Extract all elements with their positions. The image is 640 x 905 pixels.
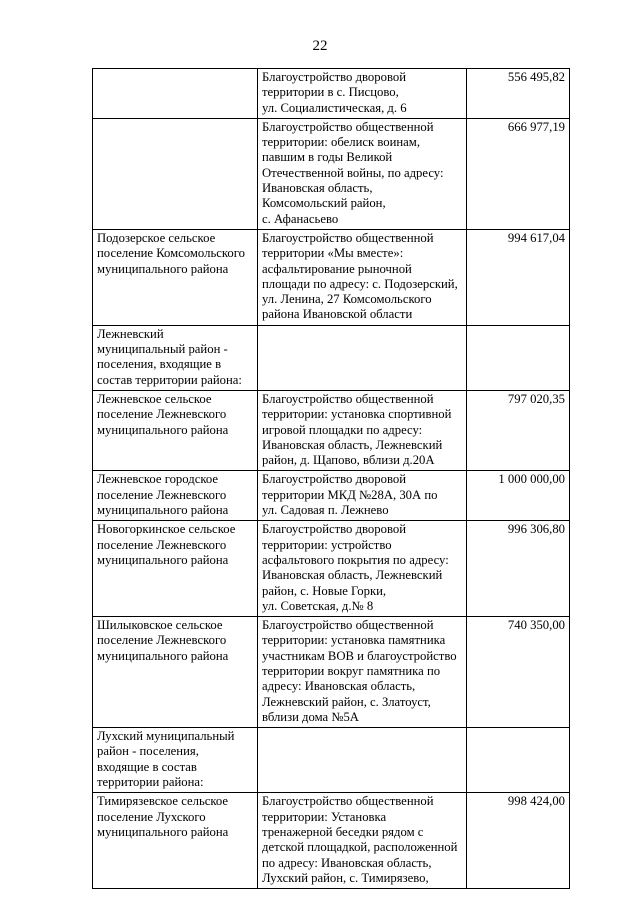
cell-text-line: по адресу: Ивановская область, bbox=[262, 855, 432, 870]
cell-text-line: Новогоркинское сельское bbox=[97, 522, 236, 537]
cell-text-line: Комсомольский район, bbox=[262, 196, 386, 211]
cell-text-line: ул. Садовая п. Лежнево bbox=[262, 503, 389, 518]
cell-text-line: ул. Ленина, 27 Комсомольского bbox=[262, 292, 432, 307]
table-row bbox=[93, 325, 570, 390]
municipality-cell bbox=[93, 471, 258, 521]
amount-cell: 996 306,80 bbox=[467, 521, 570, 617]
municipality-cell bbox=[93, 617, 258, 728]
cell-text-line: Ивановская область, Лежневский bbox=[262, 568, 443, 583]
object-cell bbox=[258, 390, 467, 470]
cell-text-line: территории: обелиск воинам, bbox=[262, 135, 421, 150]
cell-text-line: Лухский район, с. Тимирязево, bbox=[262, 870, 429, 885]
cell-text-line: ул. Советская, д.№ 8 bbox=[262, 598, 374, 613]
cell-text-line: детской площадкой, расположенной bbox=[262, 840, 458, 855]
cell-text-line: территории: установка спортивной bbox=[262, 407, 452, 422]
table-row bbox=[93, 390, 570, 470]
cell-text-line: район, д. Щапово, вблизи д.20А bbox=[262, 453, 435, 468]
cell-text-line: участникам ВОВ и благоустройство bbox=[262, 648, 457, 663]
cell-text-line: Благоустройство общественной bbox=[262, 618, 434, 633]
cell-text-line: Лежневское городское bbox=[97, 472, 218, 487]
cell-text-line: район - поселения, bbox=[97, 744, 199, 759]
object-cell bbox=[258, 617, 467, 728]
cell-text-line: поселения, входящие в bbox=[97, 357, 222, 372]
object-cell bbox=[258, 471, 467, 521]
object-cell bbox=[258, 793, 467, 889]
cell-text-line: территории: Установка bbox=[262, 809, 387, 824]
amount-cell: 1 000 000,00 bbox=[467, 471, 570, 521]
page-number: 22 bbox=[312, 38, 328, 54]
cell-text-line: муниципального района bbox=[97, 648, 229, 663]
cell-text-line: с. Афанасьево bbox=[262, 211, 339, 226]
amount-cell: 998 424,00 bbox=[467, 793, 570, 889]
cell-text-line: муниципального района bbox=[97, 503, 229, 518]
cell-text-line: Лежневский район, с. Златоуст, bbox=[262, 694, 431, 709]
cell-text-line: района Ивановской области bbox=[262, 307, 413, 322]
cell-text-line: поселение Комсомольского bbox=[97, 246, 245, 261]
object-cell bbox=[258, 521, 467, 617]
cell-text-line: Лухский муниципальный bbox=[97, 729, 235, 744]
cell-text-line: Лежневское сельское bbox=[97, 391, 212, 406]
cell-text-line: Благоустройство общественной bbox=[262, 794, 434, 809]
table-row bbox=[93, 471, 570, 521]
cell-text-line: состав территории района: bbox=[97, 372, 242, 387]
amount-cell: 994 617,04 bbox=[467, 229, 570, 325]
table-row bbox=[93, 728, 570, 793]
amount-cell: 740 350,00 bbox=[467, 617, 570, 728]
object-cell bbox=[258, 229, 467, 325]
subsidy-table bbox=[92, 68, 570, 889]
municipality-cell bbox=[93, 69, 258, 119]
amount-cell: 556 495,82 bbox=[467, 69, 570, 119]
cell-text-line: территории в с. Писцово, bbox=[262, 85, 399, 100]
cell-text-line: поселение Лежневского bbox=[97, 537, 227, 552]
municipality-cell bbox=[93, 521, 258, 617]
table-row bbox=[93, 617, 570, 728]
cell-text-line: павшим в годы Великой bbox=[262, 150, 393, 165]
cell-text-line: территории МКД №28А, 30А по bbox=[262, 487, 438, 502]
cell-text-line: Ивановская область, Лежневский bbox=[262, 437, 443, 452]
cell-text-line: Благоустройство общественной bbox=[262, 391, 434, 406]
table-row bbox=[93, 521, 570, 617]
cell-text-line: Благоустройство общественной bbox=[262, 119, 434, 134]
municipality-cell bbox=[93, 793, 258, 889]
municipality-cell bbox=[93, 325, 258, 390]
table-body bbox=[93, 69, 570, 889]
object-cell bbox=[258, 69, 467, 119]
cell-text-line: Благоустройство общественной bbox=[262, 230, 434, 245]
cell-text-line: асфальтового покрытия по адресу: bbox=[262, 552, 449, 567]
cell-text-line: территории вокруг памятника по bbox=[262, 663, 441, 678]
cell-text-line: ул. Социалистическая, д. 6 bbox=[262, 100, 407, 115]
municipality-cell bbox=[93, 390, 258, 470]
cell-text-line: территории района: bbox=[97, 775, 204, 790]
cell-text-line: Тимирязевское сельское bbox=[97, 794, 229, 809]
cell-text-line: Шилыковское сельское bbox=[97, 618, 223, 633]
cell-text-line: Лежневский bbox=[97, 326, 164, 341]
cell-text-line: муниципального района bbox=[97, 261, 229, 276]
cell-text-line: поселение Лежневского bbox=[97, 487, 227, 502]
cell-text-line: территории «Мы вместе»: bbox=[262, 246, 404, 261]
cell-text-line: поселение Лежневского bbox=[97, 633, 227, 648]
table-row bbox=[93, 229, 570, 325]
amount-cell: 797 020,35 bbox=[467, 390, 570, 470]
amount-cell bbox=[467, 325, 570, 390]
cell-text-line: муниципального района bbox=[97, 422, 229, 437]
cell-text-line: Благоустройство дворовой bbox=[262, 472, 407, 487]
cell-text-line: игровой площадки по адресу: bbox=[262, 422, 423, 437]
table-row bbox=[93, 69, 570, 119]
table-row bbox=[93, 793, 570, 889]
cell-text-line: Благоустройство дворовой bbox=[262, 70, 407, 84]
cell-text-line: Благоустройство дворовой bbox=[262, 522, 407, 537]
cell-text-line: входящие в состав bbox=[97, 759, 197, 774]
cell-text-line: территории: установка памятника bbox=[262, 633, 446, 648]
cell-text-line: асфальтирование рыночной bbox=[262, 261, 412, 276]
municipality-cell bbox=[93, 118, 258, 229]
cell-text-line: территории: устройство bbox=[262, 537, 392, 552]
cell-text-line: Отечественной войны, по адресу: bbox=[262, 165, 444, 180]
cell-text-line: площади по адресу: с. Подозерский, bbox=[262, 276, 458, 291]
table-row bbox=[93, 118, 570, 229]
cell-text-line: вблизи дома №5А bbox=[262, 709, 359, 724]
amount-cell bbox=[467, 728, 570, 793]
municipality-cell bbox=[93, 728, 258, 793]
cell-text-line: поселение Лежневского bbox=[97, 407, 227, 422]
cell-text-line: муниципальный район - bbox=[97, 342, 228, 357]
municipality-cell bbox=[93, 229, 258, 325]
cell-text-line: муниципального района bbox=[97, 552, 229, 567]
cell-text-line: муниципального района bbox=[97, 824, 229, 839]
cell-text-line: тренажерной беседки рядом с bbox=[262, 824, 424, 839]
cell-text-line: адресу: Ивановская область, bbox=[262, 679, 416, 694]
cell-text-line: район, с. Новые Горки, bbox=[262, 583, 387, 598]
amount-cell: 666 977,19 bbox=[467, 118, 570, 229]
cell-text-line: Ивановская область, bbox=[262, 181, 373, 196]
cell-text-line: поселение Лухского bbox=[97, 809, 206, 824]
object-cell bbox=[258, 325, 467, 390]
object-cell bbox=[258, 728, 467, 793]
cell-text-line: Подозерское сельское bbox=[97, 230, 216, 245]
object-cell bbox=[258, 118, 467, 229]
